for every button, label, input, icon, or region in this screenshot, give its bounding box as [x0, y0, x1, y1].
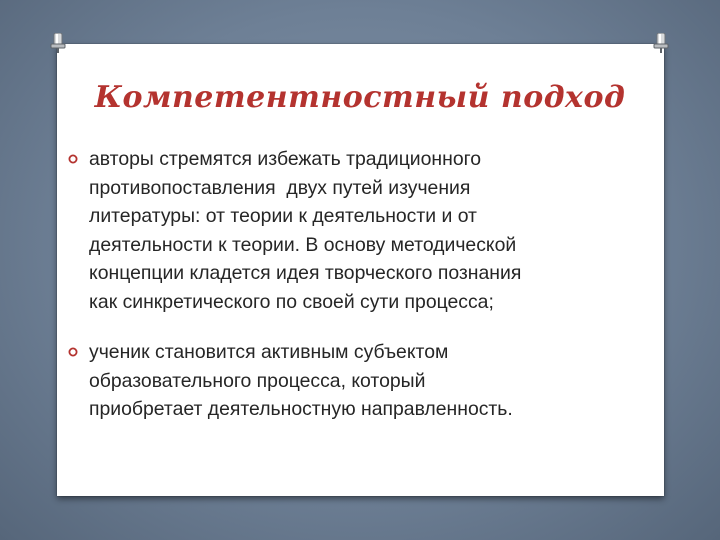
bullet-line: деятельности к теории. В основу методической	[89, 233, 517, 256]
bullet-line: ученик становится активным субъектом	[89, 341, 449, 363]
bullet-line: авторы стремятся избежать традиционного	[89, 148, 482, 170]
bullet-line: приобретает деятельностную направленность.	[89, 398, 513, 420]
circle-bullet-icon	[68, 154, 78, 164]
bullet-item	[68, 145, 648, 316]
bullet-line: литературы: от теории к деятельности и от	[89, 205, 477, 227]
pushpin-icon	[50, 33, 66, 53]
bullet-line: концепции кладется идея творческого познания	[89, 262, 522, 284]
bullet-item	[68, 338, 648, 424]
pushpin-icon	[653, 33, 669, 53]
bullet-line: противопоставления двух путей изучения	[89, 176, 471, 199]
bullet-line: как синкретического по своей сути процесса;	[89, 290, 494, 313]
bullet-line: образовательного процесса, который	[89, 369, 426, 392]
bullet-list	[68, 145, 648, 424]
circle-bullet-icon	[68, 347, 78, 357]
slide-title: Компетентностный подход	[94, 80, 626, 115]
